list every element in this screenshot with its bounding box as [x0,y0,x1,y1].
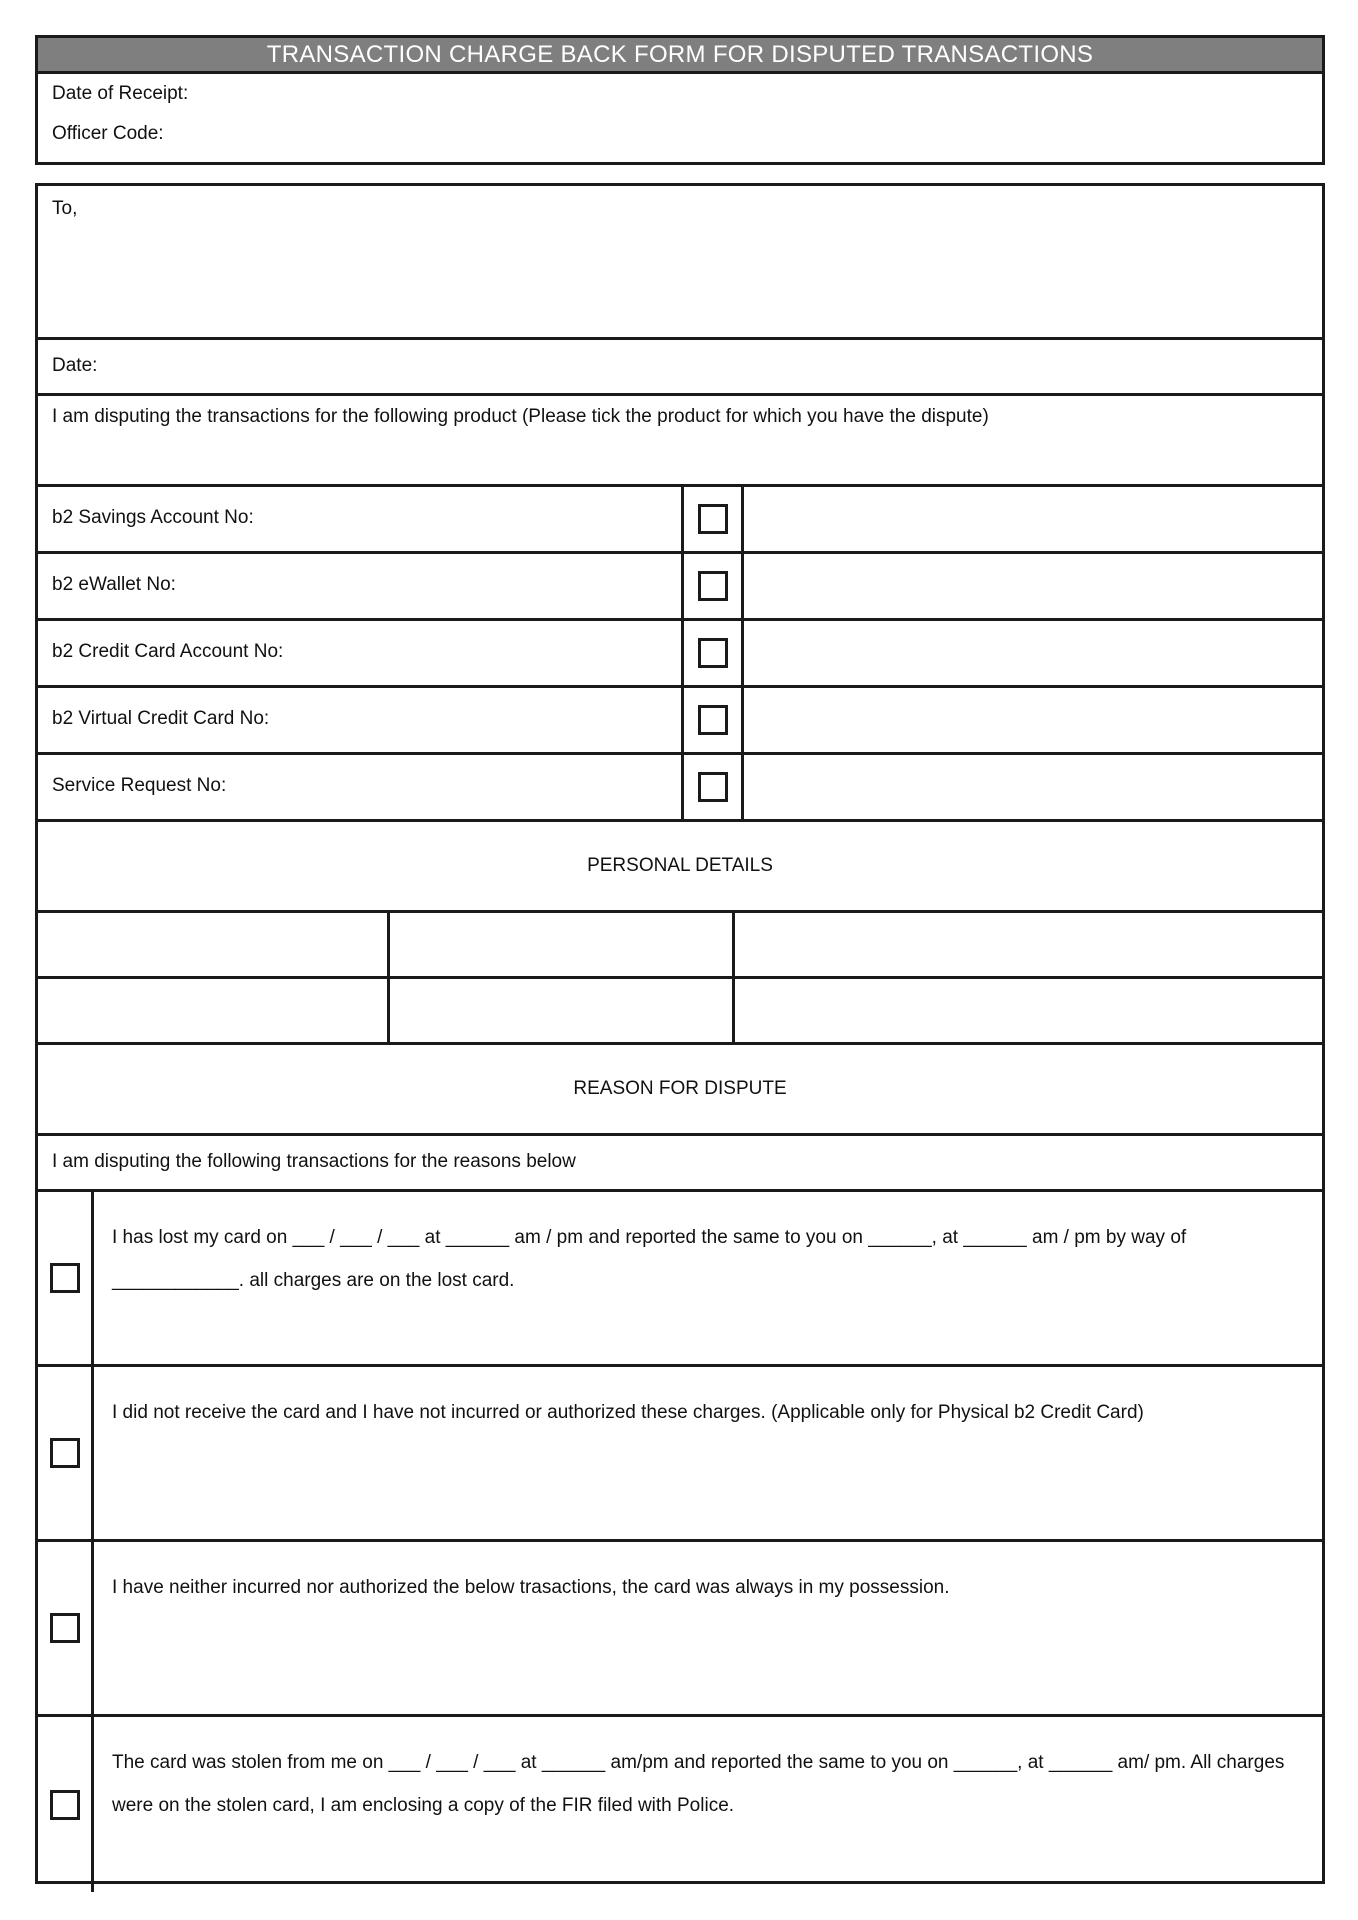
service-request-number-field[interactable] [744,755,1322,819]
date-field[interactable] [38,340,1322,396]
reasons-intro [38,1136,1322,1192]
product-label: b2 eWallet No: [38,554,684,618]
product-intro-text: I am disputing the transactions for the following product (Please tick the product for which you have the dispute) [52,406,989,427]
personal-details-cell[interactable] [735,979,1322,1042]
date-of-receipt-label: Date of Receipt: [52,83,189,104]
product-row [38,554,1322,621]
savings-account-number-field[interactable] [744,487,1322,551]
form-title: TRANSACTION CHARGE BACK FORM FOR DISPUTED TRANSACTIONS [38,38,1322,74]
ewallet-number-field[interactable] [744,554,1322,618]
not-authorized-checkbox[interactable] [50,1613,80,1643]
product-row [38,621,1322,688]
date-label: Date: [52,355,98,376]
personal-details-cell[interactable] [38,979,390,1042]
virtual-credit-card-checkbox[interactable] [698,705,728,735]
reason-text: I did not receive the card and I have not incurred or authorized these charges. (Applicable only for Physical b2 Credit Card) [112,1402,1144,1423]
reason-row [38,1717,1322,1892]
personal-details-cell[interactable] [390,979,735,1042]
to-field[interactable] [38,186,1322,340]
reason-text: I have neither incurred nor authorized the below trasactions, the card was always in my possession. [112,1577,950,1598]
product-label: Service Request No: [38,755,684,819]
product-row [38,755,1322,822]
personal-details-row [38,913,1322,979]
card-not-received-checkbox[interactable] [50,1438,80,1468]
savings-account-checkbox[interactable] [698,504,728,534]
personal-details-cell[interactable] [390,913,735,976]
reason-for-dispute-heading-text: REASON FOR DISPUTE [573,1078,787,1099]
reason-row [38,1542,1322,1717]
product-label: b2 Credit Card Account No: [38,621,684,685]
product-intro [38,396,1322,487]
ewallet-checkbox[interactable] [698,571,728,601]
reasons-intro-text: I am disputing the following transactions for the reasons below [52,1151,576,1172]
credit-card-account-checkbox[interactable] [698,638,728,668]
reason-row [38,1367,1322,1542]
product-row [38,688,1322,755]
officer-code-label: Officer Code: [52,123,164,144]
main-form-box [35,183,1325,1884]
credit-card-account-number-field[interactable] [744,621,1322,685]
lost-card-checkbox[interactable] [50,1263,80,1293]
to-label: To, [52,198,78,219]
service-request-checkbox[interactable] [698,772,728,802]
reason-text: I has lost my card on ___ / ___ / ___ at ______ am / pm and reported the same to you on ______, at ______ am / pm by way of ____________. all charges are on the lost card. [112,1227,1187,1291]
personal-details-heading [38,822,1322,913]
product-label: b2 Virtual Credit Card No: [38,688,684,752]
office-use-box [35,35,1325,165]
personal-details-heading-text: PERSONAL DETAILS [587,855,773,876]
personal-details-cell[interactable] [38,913,390,976]
personal-details-row [38,979,1322,1045]
reason-row [38,1192,1322,1367]
product-label: b2 Savings Account No: [38,487,684,551]
product-row [38,487,1322,554]
reason-for-dispute-heading [38,1045,1322,1136]
reason-text: The card was stolen from me on ___ / ___ / ___ at ______ am/pm and reported the same to you on ______, at ______ am/ pm. All charges were on the stolen card, I am enclosing a copy of the FIR filed with Police. [112,1752,1285,1816]
stolen-card-checkbox[interactable] [50,1790,80,1820]
virtual-credit-card-number-field[interactable] [744,688,1322,752]
personal-details-cell[interactable] [735,913,1322,976]
